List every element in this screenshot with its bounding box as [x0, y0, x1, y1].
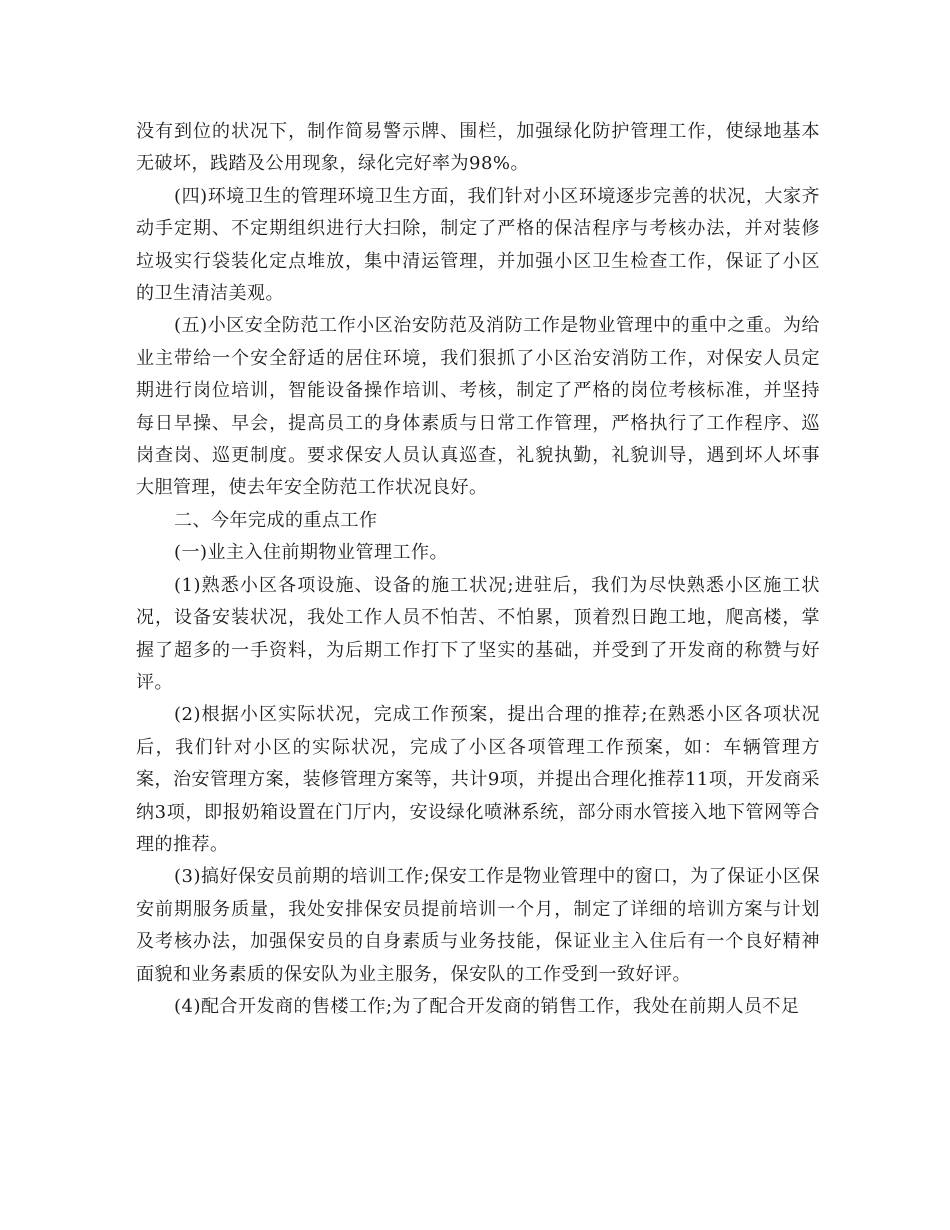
subheading-pre-occupancy: (一)业主入住前期物业管理工作。 — [174, 542, 449, 564]
paragraph-environmental-sanitation: (四)环境卫生的管理环境卫生方面，我们针对小区环境逐步完善的状况，大家齐动手定期、不定期组织进行大扫除，制定了严格的保洁程序与考核办法，并对装修垃圾实行袋装化定点堆放，集中清运管理，并加强小区卫生检查工作，保证了小区的卫生清洁美观。 — [136, 185, 820, 305]
paragraph-greening-protection: 没有到位的状况下，制作简易警示牌、围栏，加强绿化防护管理工作，使绿地基本无破坏，践踏及公用现象，绿化完好率为98%。 — [136, 121, 820, 175]
section-heading-key-work: 二、今年完成的重点工作 — [174, 509, 378, 531]
paragraph-item-1: (1)熟悉小区各项设施、设备的施工状况;进驻后，我们为尽快熟悉小区施工状况，设备安装状况，我处工作人员不怕苦、不怕累，顶着烈日跑工地，爬高楼，掌握了超多的一手资料，为后期工作打下了坚实的基础，并受到了开发商的称赞与好评。 — [136, 574, 820, 693]
paragraph-item-2: (2)根据小区实际状况，完成工作预案，提出合理的推荐;在熟悉小区各项状况后，我们针对小区的实际状况，完成了小区各项管理工作预案，如：车辆管理方案，治安管理方案，装修管理方案等，共计9项，并提出合理化推荐11项，开发商采纳3项，即报奶箱设置在门厅内，安设绿化喷淋系统，部分雨水管接入地下管网等合理的推荐。 — [136, 704, 820, 855]
paragraph-item-4: (4)配合开发商的售楼工作;为了配合开发商的销售工作，我处在前期人员不足 — [174, 995, 800, 1017]
paragraph-item-3: (3)搞好保安员前期的培训工作;保安工作是物业管理中的窗口，为了保证小区保安前期服务质量，我处安排保安员提前培训一个月，制定了详细的培训方案与计划及考核办法，加强保安员的自身素质与业务技能，保证业主入住后有一个良好精神面貌和业务素质的保安队为业主服务，保安队的工作受到一致好评。 — [136, 866, 820, 985]
document-body — [136, 116, 820, 1023]
paragraph-security-prevention: (五)小区安全防范工作小区治安防范及消防工作是物业管理中的重中之重。为给业主带给一个安全舒适的居住环境，我们狠抓了小区治安消防工作，对保安人员定期进行岗位培训，智能设备操作培训、考核，制定了严格的岗位考核标准，并坚持每日早操、早会，提高员工的身体素质与日常工作管理，严格执行了工作程序、巡岗查岗、巡更制度。要求保安人员认真巡查，礼貌执勤，礼貌训导，遇到坏人坏事大胆管理，使去年安全防范工作状况良好。 — [136, 315, 820, 499]
